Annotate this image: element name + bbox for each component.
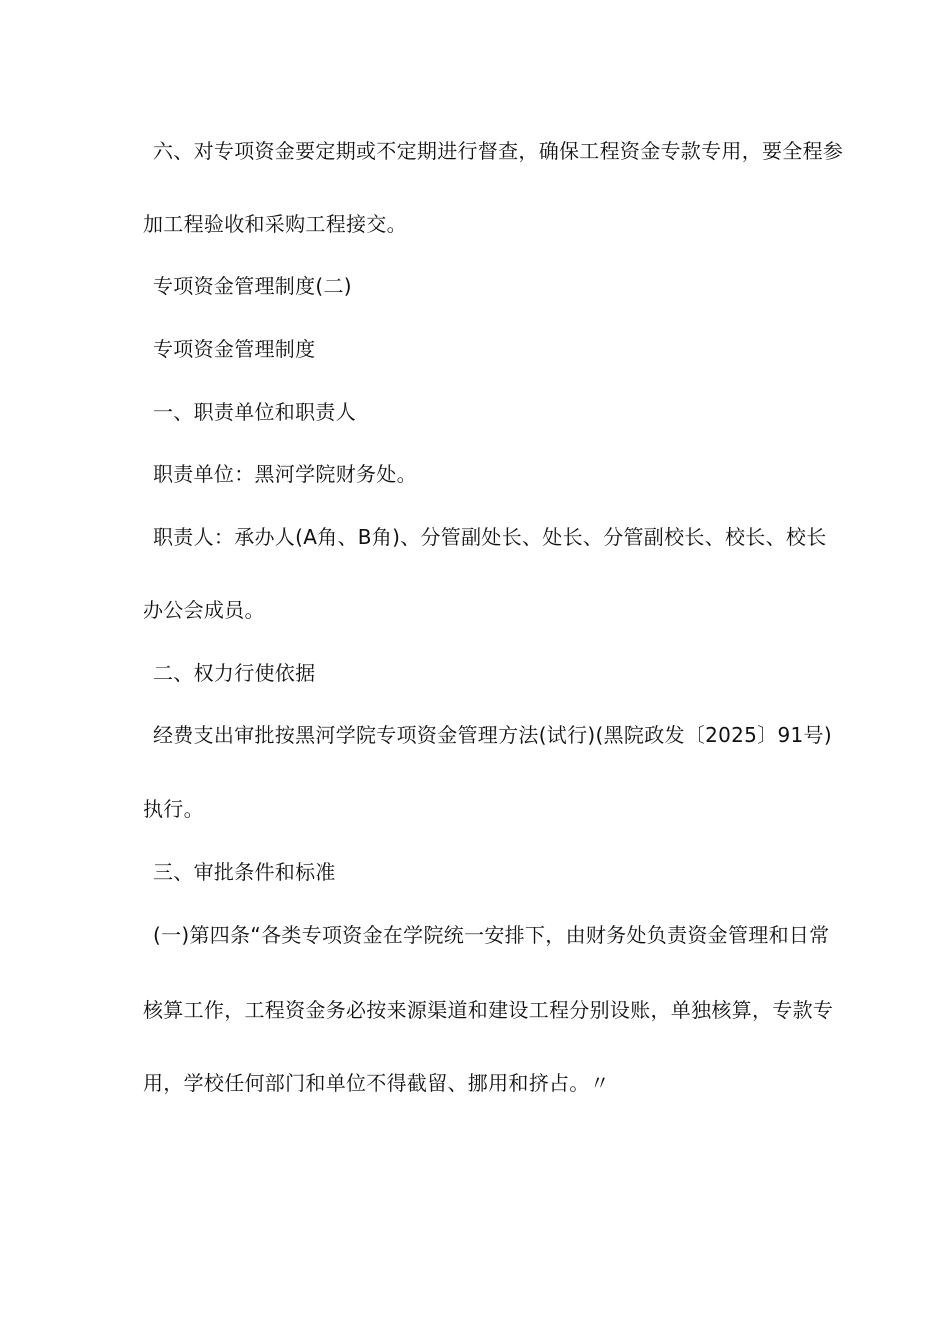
section-heading: 一、职责单位和职责人 xyxy=(153,400,356,424)
paragraph-line: 经费支出审批按黑河学院专项资金管理方法(试行)(黑院政发〔2025〕91号) xyxy=(153,723,832,747)
paragraph-line: 核算工作，工程资金务必按来源渠道和建设工程分别设账，单独核算，专款专 xyxy=(143,998,834,1022)
paragraph-line: 用，学校任何部门和单位不得截留、挪用和挤占。〃 xyxy=(143,1071,610,1095)
paragraph-line: 职责单位：黑河学院财务处。 xyxy=(153,462,417,486)
paragraph-line: 办公会成员。 xyxy=(143,598,265,622)
paragraph-line: 职责人：承办人(A角、B角)、分管副处长、处长、分管副校长、校长、校长 xyxy=(153,525,827,549)
section-heading: 三、审批条件和标准 xyxy=(153,860,336,884)
section-title: 专项资金管理制度 xyxy=(153,337,316,361)
paragraph-line: 执行。 xyxy=(143,797,204,821)
paragraph-line: 六、对专项资金要定期或不定期进行督查，确保工程资金专款专用，要全程参 xyxy=(153,139,844,163)
paragraph-line: (一)第四条“各类专项资金在学院统一安排下，由财务处负责资金管理和日常 xyxy=(153,923,830,947)
section-heading: 二、权力行使依据 xyxy=(153,661,316,685)
section-title: 专项资金管理制度(二) xyxy=(153,274,352,298)
paragraph-line: 加工程验收和采购工程接交。 xyxy=(143,212,407,236)
